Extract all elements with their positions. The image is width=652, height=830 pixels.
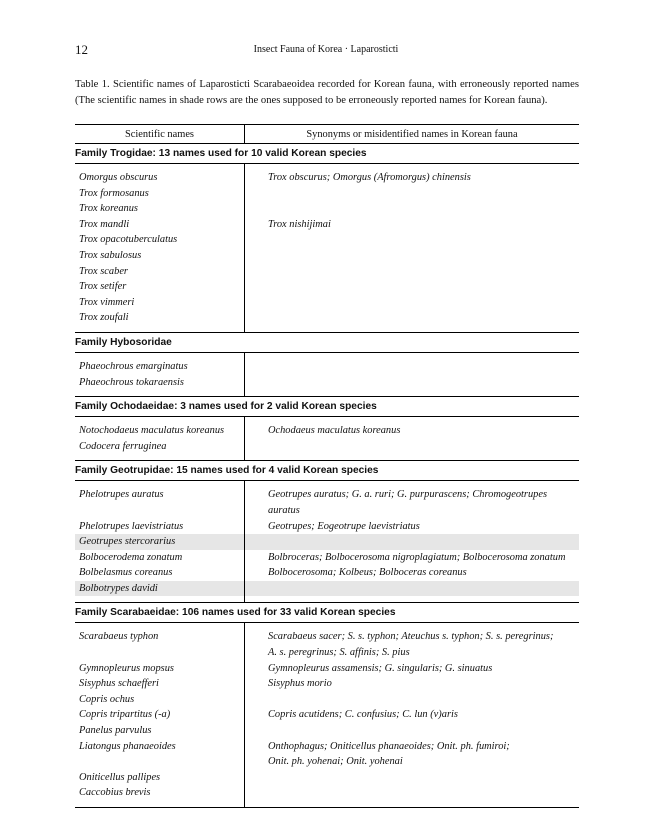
table-row <box>75 170 579 186</box>
scientific-name-cell: Trox opacotuberculatus <box>75 232 245 248</box>
family-title: Family Hybosoridae <box>75 332 579 352</box>
synonyms-cell: Scarabaeus sacer; S. s. typhon; Ateuchus s. typhon; S. s. peregrinus; <box>268 631 554 643</box>
synonyms-cell <box>245 785 580 801</box>
scientific-name-cell: Phaeochrous tokaraensis <box>75 375 245 391</box>
column-header-scientific-names: Scientific names <box>75 125 245 144</box>
table-row <box>75 264 579 280</box>
table-row <box>75 201 579 217</box>
table-row <box>75 295 579 311</box>
synonyms-cell: Trox obscurus; Omorgus (Afromorgus) chinensis <box>268 172 471 183</box>
scientific-name-cell: Oniticellus pallipes <box>75 770 245 786</box>
synonyms-cell: Bolbroceras; Bolbocerosoma nigroplagiatum; Bolbocerosoma zonatum <box>268 551 566 563</box>
family-title: Family Trogidae: 13 names used for 10 valid Korean species <box>75 144 579 164</box>
synonyms-cell: Geotrupes; Eogeotrupe laevistriatus <box>268 520 420 532</box>
scientific-name-cell: Trox setifer <box>75 279 245 295</box>
scientific-name-cell: Trox sabulosus <box>75 248 245 264</box>
scientific-name-cell: Bolbelasmus coreanus <box>75 565 245 581</box>
table-row <box>75 375 579 391</box>
table-row <box>75 310 579 326</box>
scientific-name-cell: Trox zoufali <box>75 310 245 326</box>
synonyms-cell <box>245 279 580 295</box>
table-row <box>75 487 579 518</box>
table-row <box>75 186 579 202</box>
scientific-name-cell: Liatongus phanaeoides <box>75 739 245 755</box>
synonyms-cell: Geotrupes auratus; G. a. ruri; G. purpurascens; Chromogeotrupes auratus <box>268 489 547 516</box>
synonyms-cell: Trox nishijimai <box>268 218 331 230</box>
synonyms-cell <box>245 310 580 326</box>
table-row <box>75 279 579 295</box>
scientific-name-cell: Copris tripartitus (-a) <box>75 707 245 723</box>
scientific-name-cell: Codocera ferruginea <box>75 439 245 455</box>
table-row <box>75 707 579 723</box>
family-header-row <box>75 397 579 417</box>
scientific-name-cell: Bolbotrypes davidi <box>75 581 245 597</box>
family-header-row <box>75 461 579 481</box>
synonyms-cell <box>245 723 580 739</box>
table-row <box>75 629 579 645</box>
table-caption: Table 1. Scientific names of Laparosticti Scarabaeoidea recorded for Korean fauna, with erroneously reported names (The scientific names in shade rows are the ones supposed to be erroneously reported names for Korean fauna). <box>75 79 579 106</box>
table-row <box>75 676 579 692</box>
table-row <box>75 565 579 581</box>
page-header <box>75 42 577 58</box>
scientific-name-cell: Scarabaeus typhon <box>75 629 245 645</box>
scientific-name-cell: Phelotrupes laevistriatus <box>75 519 245 535</box>
synonyms-cell <box>245 186 580 202</box>
table-body <box>75 144 579 808</box>
table-row <box>75 359 579 375</box>
table-row <box>75 723 579 739</box>
scientific-name-cell: Omorgus obscurus <box>75 170 245 186</box>
scientific-name-cell: Trox vimmeri <box>75 295 245 311</box>
synonyms-cell: Onit. ph. yohenai; Onit. yohenai <box>268 756 403 768</box>
table-row <box>75 534 579 550</box>
table-row <box>75 232 579 248</box>
scientific-name-cell: Caccobius brevis <box>75 785 245 801</box>
table-row <box>75 661 579 677</box>
table-row <box>75 785 579 801</box>
synonyms-cell <box>245 248 580 264</box>
table-row <box>75 248 579 264</box>
synonyms-cell <box>245 264 580 280</box>
table-row <box>75 770 579 786</box>
spacer-cell <box>245 801 580 808</box>
family-title: Family Geotrupidae: 15 names used for 4 valid Korean species <box>75 461 579 481</box>
table-row <box>75 519 579 535</box>
synonyms-cell <box>245 534 580 550</box>
scientific-name-cell: Phelotrupes auratus <box>75 487 245 518</box>
table-row <box>75 692 579 708</box>
scientific-name-cell: Trox scaber <box>75 264 245 280</box>
table-row <box>75 439 579 455</box>
family-title: Family Scarabaeidae: 106 names used for 33 valid Korean species <box>75 603 579 623</box>
synonyms-cell <box>245 359 580 375</box>
synonyms-cell <box>245 692 580 708</box>
family-header-row <box>75 332 579 352</box>
synonyms-cell: Gymnopleurus assamensis; G. singularis; G. sinuatus <box>268 662 493 674</box>
running-head: Insect Fauna of Korea · Laparosticti <box>253 44 399 55</box>
scientific-name-cell: Trox koreanus <box>75 201 245 217</box>
table-header-row <box>75 125 579 144</box>
scientific-name-cell: Notochodaeus maculatus koreanus <box>75 423 245 439</box>
scientific-name-cell <box>75 754 245 770</box>
table-row <box>75 645 579 661</box>
scientific-name-cell: Panelus parvulus <box>75 723 245 739</box>
scientific-name-cell: Geotrupes stercorarius <box>75 534 245 550</box>
scientific-name-cell: Trox formosanus <box>75 186 245 202</box>
synonyms-cell <box>245 770 580 786</box>
table-row <box>75 550 579 566</box>
synonyms-cell: Copris acutidens; C. confusius; C. lun (v)aris <box>268 709 458 721</box>
scientific-name-cell: Copris ochus <box>75 692 245 708</box>
scientific-name-cell <box>75 645 245 661</box>
family-header-row <box>75 144 579 164</box>
synonyms-cell: Bolbocerosoma; Kolbeus; Bolboceras coreanus <box>268 567 467 579</box>
spacer-cell <box>75 801 245 808</box>
table-row <box>75 581 579 597</box>
table-row <box>75 754 579 770</box>
synonyms-cell: Sisyphus morio <box>268 678 332 690</box>
species-table <box>75 124 579 808</box>
page-number: 12 <box>75 42 88 57</box>
group-spacer <box>75 801 579 808</box>
synonyms-cell <box>245 439 580 455</box>
synonyms-cell <box>245 375 580 391</box>
family-title: Family Ochodaeidae: 3 names used for 2 valid Korean species <box>75 397 579 417</box>
scientific-name-cell: Sisyphus schaefferi <box>75 676 245 692</box>
scientific-name-cell: Bolbocerodema zonatum <box>75 550 245 566</box>
synonyms-cell: A. s. peregrinus; S. affinis; S. pius <box>268 647 410 659</box>
synonyms-cell <box>245 295 580 311</box>
synonyms-cell: Ochodaeus maculatus koreanus <box>268 425 401 437</box>
synonyms-cell <box>245 581 580 597</box>
family-header-row <box>75 603 579 623</box>
synonyms-cell: Onthophagus; Oniticellus phanaeoides; Onit. ph. fumiroi; <box>268 740 510 752</box>
scientific-name-cell: Phaeochrous emarginatus <box>75 359 245 375</box>
table-row <box>75 423 579 439</box>
scientific-name-cell: Gymnopleurus mopsus <box>75 661 245 677</box>
table-row <box>75 217 579 233</box>
column-header-synonyms: Synonyms or misidentified names in Korean fauna <box>245 125 580 144</box>
synonyms-cell <box>245 232 580 248</box>
synonyms-cell <box>245 201 580 217</box>
scientific-name-cell: Trox mandli <box>75 217 245 233</box>
table-row <box>75 739 579 755</box>
